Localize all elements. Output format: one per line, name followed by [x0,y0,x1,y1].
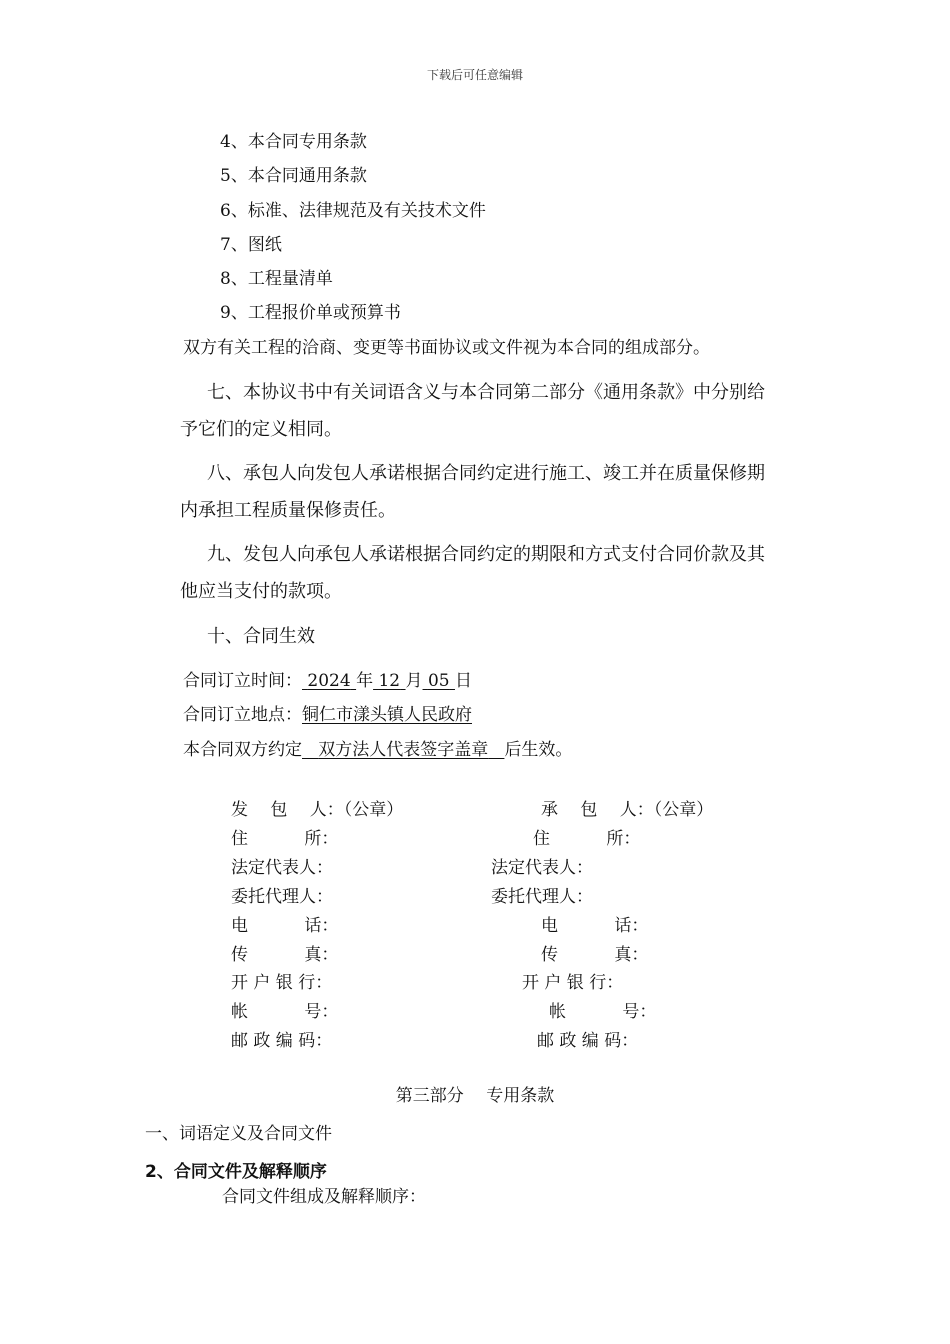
left-account: 帐 号： [231,1002,339,1022]
left-phone: 电 话： [231,916,339,936]
left-address: 住 所： [231,829,339,849]
page-header: 下载后可任意编辑 [426,68,523,82]
right-legal-rep: 法定代表人： [491,858,593,878]
left-agent: 委托代理人： [231,887,333,907]
contract-agree-value: 双方法人代表签字盖章 [318,740,489,760]
part3-subsection-2: 2、合同文件及解释顺序 [145,1162,327,1182]
right-fax: 传 真： [541,945,649,965]
right-bank: 开 户 银 行： [522,973,624,993]
part3-section-1: 一、词语定义及合同文件 [145,1124,332,1144]
right-account: 帐 号： [549,1002,657,1022]
contract-place-label: 合同订立地点： [183,705,302,725]
left-bank: 开 户 银 行： [231,973,333,993]
right-address: 住 所： [533,829,641,849]
list-item: 7、图纸 [220,235,282,255]
contract-day: 05 [427,671,450,691]
month-unit: 月 [405,671,423,691]
contract-month: 12 [378,671,401,691]
list-item: 6、标准、法律规范及有关技术文件 [220,201,486,221]
contract-effective [183,735,572,760]
contract-date [183,666,472,691]
paragraph-7-line1: 七、本协议书中有关词语含义与本合同第二部分《通用条款》中分别给 [207,382,765,403]
contract-place [183,700,472,725]
list-item: 8、工程量清单 [220,269,333,289]
list-item: 9、工程报价单或预算书 [220,303,401,323]
contract-agree-prefix: 本合同双方约定 [183,740,302,760]
right-postcode: 邮 政 编 码： [537,1031,639,1051]
list-item: 5、本合同通用条款 [220,166,367,186]
paragraph-9-line2: 他应当支付的款项。 [180,581,342,602]
right-party: 承 包 人：（公章） [541,800,714,820]
part3-desc: 合同文件组成及解释顺序： [222,1187,426,1207]
paragraph-9-line1: 九、发包人向承包人承诺根据合同约定的期限和方式支付合同价款及其 [207,544,765,565]
contract-agree-suffix: 后生效。 [504,740,573,760]
left-party: 发 包 人：（公章） [231,800,404,820]
day-unit: 日 [454,671,472,691]
list-item: 4、本合同专用条款 [220,132,367,152]
contract-year: 2024 [307,671,351,691]
contract-place-value: 铜仁市漾头镇人民政府 [302,705,472,725]
right-agent: 委托代理人： [491,887,593,907]
paragraph-8-line2: 内承担工程质量保修责任。 [180,500,396,521]
left-fax: 传 真： [231,945,339,965]
paragraph-7-line2: 予它们的定义相同。 [180,419,342,440]
contract-date-label: 合同订立时间： [183,671,302,691]
paragraph-docs: 双方有关工程的洽商、变更等书面协议或文件视为本合同的组成部分。 [183,338,710,358]
left-postcode: 邮 政 编 码： [231,1031,333,1051]
left-legal-rep: 法定代表人： [231,858,333,878]
right-phone: 电 话： [541,916,649,936]
paragraph-10: 十、合同生效 [207,626,315,647]
year-unit: 年 [356,671,374,691]
part3-title: 第三部分 专用条款 [395,1086,555,1106]
paragraph-8-line1: 八、承包人向发包人承诺根据合同约定进行施工、竣工并在质量保修期 [207,463,765,484]
